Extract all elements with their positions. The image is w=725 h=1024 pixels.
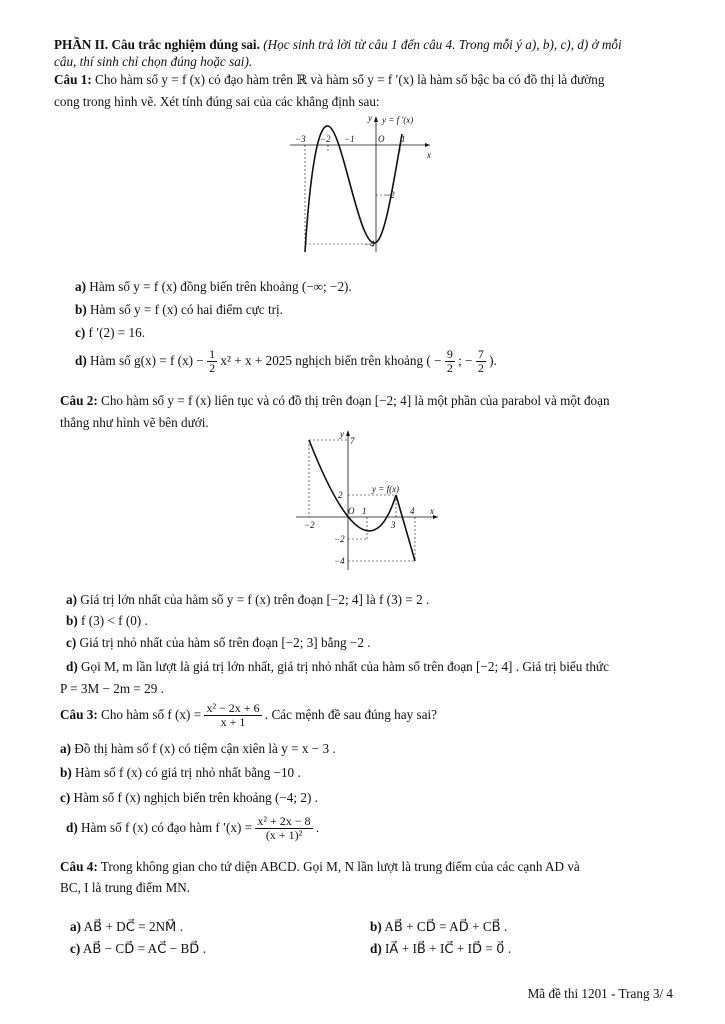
q2-graph — [292, 428, 442, 573]
q2-option-b — [66, 612, 675, 629]
q4-b-label: b) — [370, 919, 382, 934]
q1-d-f1-den: 2 — [446, 361, 453, 376]
q2-ytick7: 7 — [350, 436, 355, 446]
q2-option-d — [66, 658, 675, 675]
q4-a-text: AB⃗ + DC⃗ = 2NM⃗ . — [83, 919, 184, 934]
q4-option-d — [370, 940, 675, 957]
q2-a-text: Giá trị lớn nhất của hàm số y = f (x) trên đoạn [−2; 4] là f (3) = 2 . — [80, 592, 430, 607]
q3-stem-post: . Các mệnh đề sau đúng hay sai? — [264, 707, 437, 722]
q3-d-num: x² + 2x − 8 — [257, 814, 311, 829]
q2-xtick4: 4 — [410, 506, 415, 516]
q1-d-frac — [207, 348, 217, 375]
q2-segment — [396, 495, 415, 561]
q3-a-text: Đồ thị hàm số f (x) có tiệm cận xiên là y = x − 3 . — [74, 741, 336, 756]
q1-x-label: x — [427, 150, 431, 160]
q4-stem-text: Trong không gian cho tứ diện ABCD. Gọi M, N lần lượt là trung điểm của các cạnh AD và — [100, 859, 580, 874]
q2-c-text: Giá trị nhỏ nhất của hàm số trên đoạn [−2; 3] bằng −2 . — [79, 635, 371, 650]
q2-xtick3: 3 — [391, 520, 396, 530]
q1-option-a — [75, 278, 675, 295]
q1-y-label: y — [368, 113, 372, 123]
q1-d-mid: x² + x + 2025 nghịch biến trên khoảng ( − — [220, 353, 442, 368]
section-title: PHẦN II. Câu trắc nghiệm đúng sai. — [54, 37, 260, 52]
q4-c-label: c) — [70, 941, 81, 956]
q2-curve-label: y = f(x) — [372, 484, 400, 494]
q1-curve-label: y = f ′(x) — [382, 115, 414, 125]
q2-option-a — [66, 591, 675, 608]
q2-xtick1: 1 — [362, 506, 367, 516]
q4-stem — [60, 858, 675, 875]
q1-stem-text: Cho hàm số y = f (x) có đạo hàm trên ℝ và hàm số y = f ′(x) là hàm số bậc ba có đồ thị là đường — [95, 72, 605, 87]
q1-d-f1-num: 9 — [446, 347, 453, 362]
section-note-cont: câu, thí sinh chỉ chọn đúng hoặc sai). — [54, 54, 253, 69]
q1-d-frac2 — [476, 348, 486, 375]
q1-option-b — [75, 301, 675, 318]
q2-label: Câu 2: — [60, 393, 98, 408]
q1-ytick-4: −4 — [364, 239, 375, 249]
q2-d-cont: P = 3M − 2m = 29 . — [60, 681, 164, 696]
q4-option-b — [370, 918, 675, 935]
q1-b-label: b) — [75, 302, 87, 317]
q2-b-text: f (3) < f (0) . — [81, 613, 148, 628]
q1-xtick-1: −1 — [344, 134, 355, 144]
q1-xtick-2: −2 — [320, 134, 331, 144]
q1-xtick1: 1 — [401, 134, 406, 144]
q3-b-text: Hàm số f (x) có giá trị nhỏ nhất bằng −10 . — [75, 765, 301, 780]
q1-a-label: a) — [75, 279, 86, 294]
q2-ytick-4: −4 — [334, 556, 345, 566]
q3-d-pre: Hàm số f (x) có đạo hàm f ′(x) = — [81, 820, 253, 835]
q2-c-label: c) — [66, 635, 77, 650]
q1-stem-cont: cong trong hình vẽ. Xét tính đúng sai của các khẳng định sau: — [54, 94, 380, 109]
q3-option-a — [60, 740, 675, 757]
q1-a-text: Hàm số y = f (x) đồng biến trên khoảng (−∞; −2). — [89, 279, 352, 294]
q1-d-end: ). — [489, 353, 497, 368]
q4-a-label: a) — [70, 919, 81, 934]
q3-stem-frac — [204, 702, 261, 729]
q3-label: Câu 3: — [60, 707, 98, 722]
q2-ytick2: 2 — [338, 490, 343, 500]
q2-a-label: a) — [66, 592, 77, 607]
q1-xtick-3: −3 — [295, 134, 306, 144]
q1-stem — [54, 71, 675, 88]
q1-d-frac-den: 2 — [209, 361, 216, 376]
q3-c-label: c) — [60, 790, 71, 805]
q4-d-label: d) — [370, 941, 382, 956]
q2-origin: O — [348, 506, 355, 516]
q3-a-label: a) — [60, 741, 71, 756]
q3-d-frac — [255, 815, 312, 842]
page-footer: Mã đề thi 1201 - Trang 3/ 4 — [527, 986, 673, 1001]
q2-option-c — [66, 634, 675, 651]
q1-d-frac1 — [445, 348, 455, 375]
q1-label: Câu 1: — [54, 72, 92, 87]
q3-option-c — [60, 789, 675, 806]
q1-option-d — [75, 348, 675, 375]
q3-c-text: Hàm số f (x) nghịch biến trên khoảng (−4; 2) . — [73, 790, 318, 805]
q1-d-f2-den: 2 — [477, 361, 484, 376]
q3-stem-num: x² − 2x + 6 — [206, 701, 260, 716]
q3-b-label: b) — [60, 765, 72, 780]
q4-d-text: IA⃗ + IB⃗ + IC⃗ + ID⃗ = 0⃗ . — [385, 941, 512, 956]
q1-c-text: f ′(2) = 16. — [88, 325, 146, 340]
q2-stem — [60, 392, 675, 409]
section-header — [54, 36, 675, 53]
q2-x-label: x — [430, 506, 434, 516]
q1-y-arrow-icon — [374, 116, 378, 122]
q2-y-label: y — [340, 429, 344, 439]
q1-graph — [280, 112, 440, 257]
q3-d-label: d) — [66, 820, 78, 835]
q3-stem-den: x + 1 — [220, 715, 246, 730]
q4-stem-cont: BC, I là trung điểm MN. — [60, 880, 191, 895]
q3-d-post: . — [315, 820, 320, 835]
q2-stem-text: Cho hàm số y = f (x) liên tục và có đồ thị trên đoạn [−2; 4] là một phần của parabol và một đoạn — [101, 393, 610, 408]
q3-d-den: (x + 1)² — [265, 828, 303, 843]
q1-b-text: Hàm số y = f (x) có hai điểm cực trị. — [90, 302, 283, 317]
q4-c-text: AB⃗ − CD⃗ = AC⃗ − BD⃗ . — [82, 941, 206, 956]
q4-b-text: AB⃗ + CD⃗ = AD⃗ + CB⃗ . — [384, 919, 508, 934]
q4-label: Câu 4: — [60, 859, 98, 874]
q3-stem — [60, 700, 675, 730]
q2-d-label: d) — [66, 659, 78, 674]
q3-option-b — [60, 764, 675, 781]
q1-d-sep: ; − — [458, 353, 473, 368]
q2-stem-cont: thẳng như hình vẽ bên dưới. — [60, 415, 209, 430]
q1-d-f2-num: 7 — [477, 347, 484, 362]
section-note: (Học sinh trả lời từ câu 1 đến câu 4. Trong mỗi ý a), b), c), d) ở mỗi — [263, 37, 622, 52]
q1-d-pre: Hàm số g(x) = f (x) − — [90, 353, 204, 368]
q1-c-label: c) — [75, 325, 86, 340]
q1-d-frac-num: 1 — [209, 347, 216, 362]
q2-ytick-2: −2 — [334, 534, 345, 544]
q2-xtick-2: −2 — [304, 520, 315, 530]
q1-x-arrow-icon — [425, 143, 430, 147]
q1-origin: O — [378, 134, 385, 144]
q3-stem-pre: Cho hàm số f (x) = — [101, 707, 202, 722]
q2-d-text: Gọi M, m lần lượt là giá trị lớn nhất, giá trị nhỏ nhất của hàm số trên đoạn [−2; 4] . Giá trị biểu thức — [81, 659, 609, 674]
q1-d-label: d) — [75, 353, 87, 368]
q3-option-d — [66, 811, 675, 845]
q2-b-label: b) — [66, 613, 78, 628]
q1-option-c — [75, 324, 675, 341]
q1-ytick-2: −2 — [384, 190, 395, 200]
